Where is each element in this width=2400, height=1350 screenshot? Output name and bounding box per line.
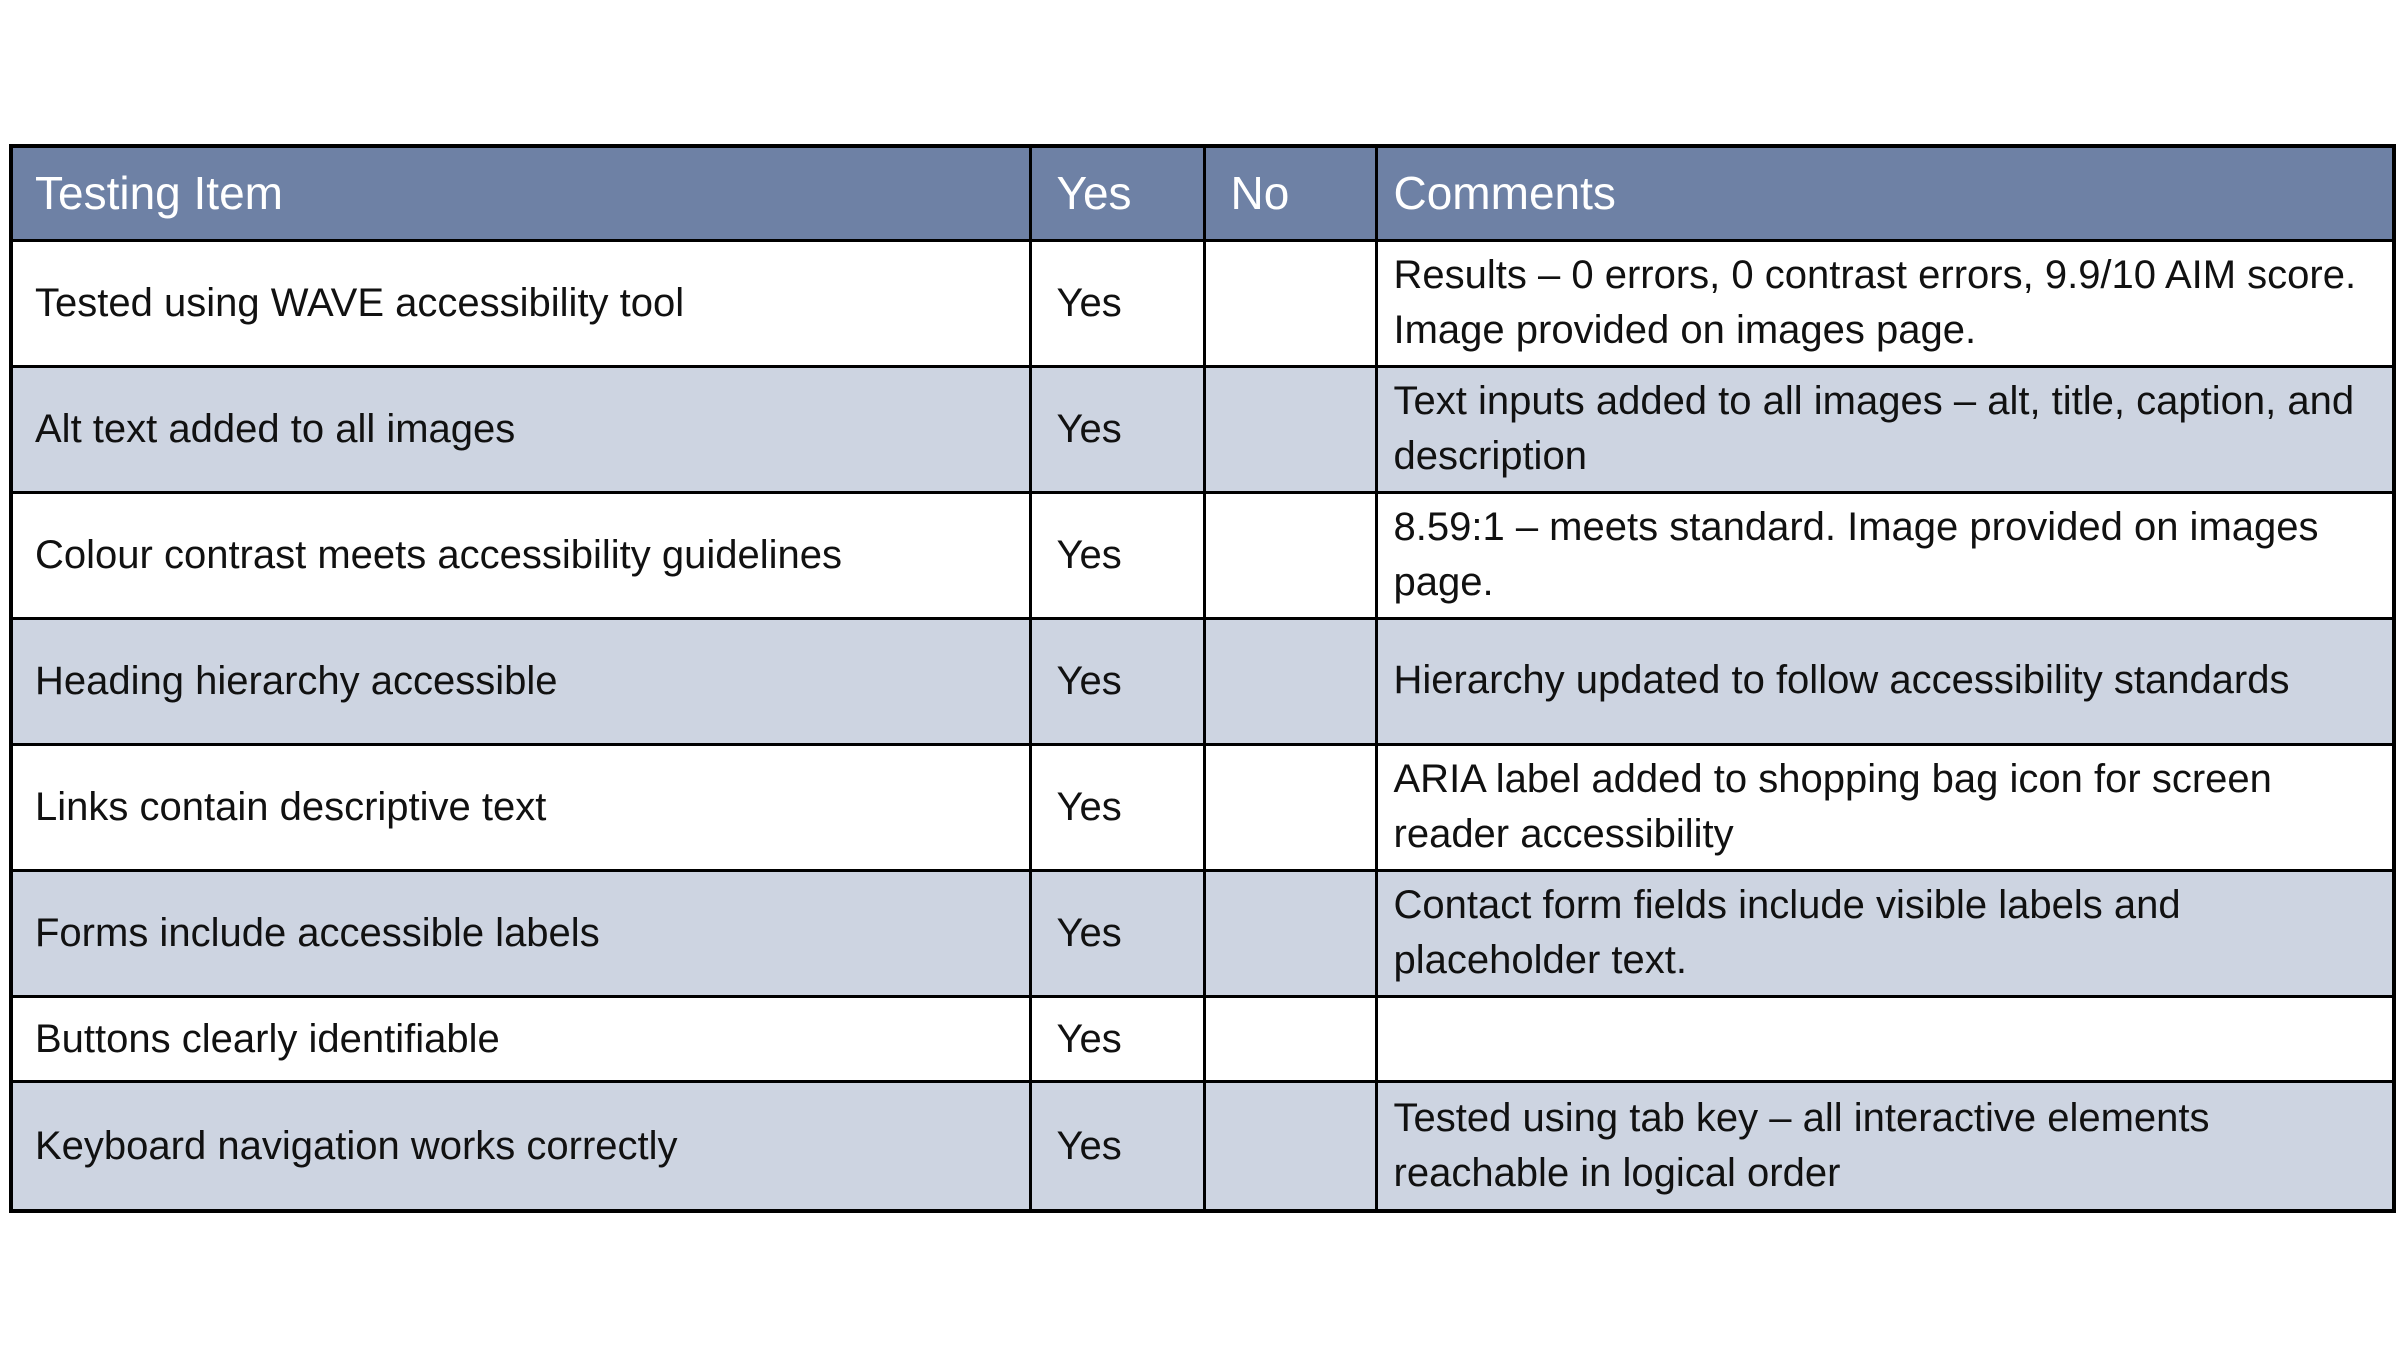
accessibility-testing-table (9, 144, 2396, 1213)
table-header-row (11, 146, 2394, 240)
yes-cell: Yes (1030, 492, 1204, 618)
header-no: No (1204, 146, 1376, 240)
comment-cell: ARIA label added to shopping bag icon for screen reader accessibility (1376, 744, 2394, 870)
table-row-buttons-identifiable (11, 996, 2394, 1081)
comment-cell: 8.59:1 – meets standard. Image provided on images page. (1376, 492, 2394, 618)
comment-cell: Text inputs added to all images – alt, title, caption, and description (1376, 366, 2394, 492)
testing-item-cell: Tested using WAVE accessibility tool (11, 240, 1030, 366)
table-row-forms-labels (11, 870, 2394, 996)
yes-cell: Yes (1030, 870, 1204, 996)
no-cell (1204, 1081, 1376, 1211)
comment-cell: Tested using tab key – all interactive elements reachable in logical order (1376, 1081, 2394, 1211)
table-row-alt-text (11, 366, 2394, 492)
testing-item-cell: Buttons clearly identifiable (11, 996, 1030, 1081)
table-row-wave-test (11, 240, 2394, 366)
yes-cell: Yes (1030, 240, 1204, 366)
table-row-colour-contrast (11, 492, 2394, 618)
comment-cell (1376, 996, 2394, 1081)
yes-cell: Yes (1030, 618, 1204, 744)
header-yes: Yes (1030, 146, 1204, 240)
yes-cell: Yes (1030, 366, 1204, 492)
no-cell (1204, 744, 1376, 870)
yes-cell: Yes (1030, 1081, 1204, 1211)
no-cell (1204, 366, 1376, 492)
no-cell (1204, 870, 1376, 996)
no-cell (1204, 618, 1376, 744)
no-cell (1204, 492, 1376, 618)
testing-item-cell: Colour contrast meets accessibility guidelines (11, 492, 1030, 618)
testing-item-cell: Keyboard navigation works correctly (11, 1081, 1030, 1211)
no-cell (1204, 240, 1376, 366)
testing-item-cell: Alt text added to all images (11, 366, 1030, 492)
header-comments: Comments (1376, 146, 2394, 240)
yes-cell: Yes (1030, 996, 1204, 1081)
testing-item-cell: Forms include accessible labels (11, 870, 1030, 996)
comment-cell: Results – 0 errors, 0 contrast errors, 9.9/10 AIM score. Image provided on images page. (1376, 240, 2394, 366)
comment-cell: Contact form fields include visible labels and placeholder text. (1376, 870, 2394, 996)
table-row-links-descriptive (11, 744, 2394, 870)
table-row-keyboard-navigation (11, 1081, 2394, 1211)
header-testing-item: Testing Item (11, 146, 1030, 240)
yes-cell: Yes (1030, 744, 1204, 870)
no-cell (1204, 996, 1376, 1081)
testing-item-cell: Links contain descriptive text (11, 744, 1030, 870)
comment-cell: Hierarchy updated to follow accessibility standards (1376, 618, 2394, 744)
testing-item-cell: Heading hierarchy accessible (11, 618, 1030, 744)
table-row-heading-hierarchy (11, 618, 2394, 744)
